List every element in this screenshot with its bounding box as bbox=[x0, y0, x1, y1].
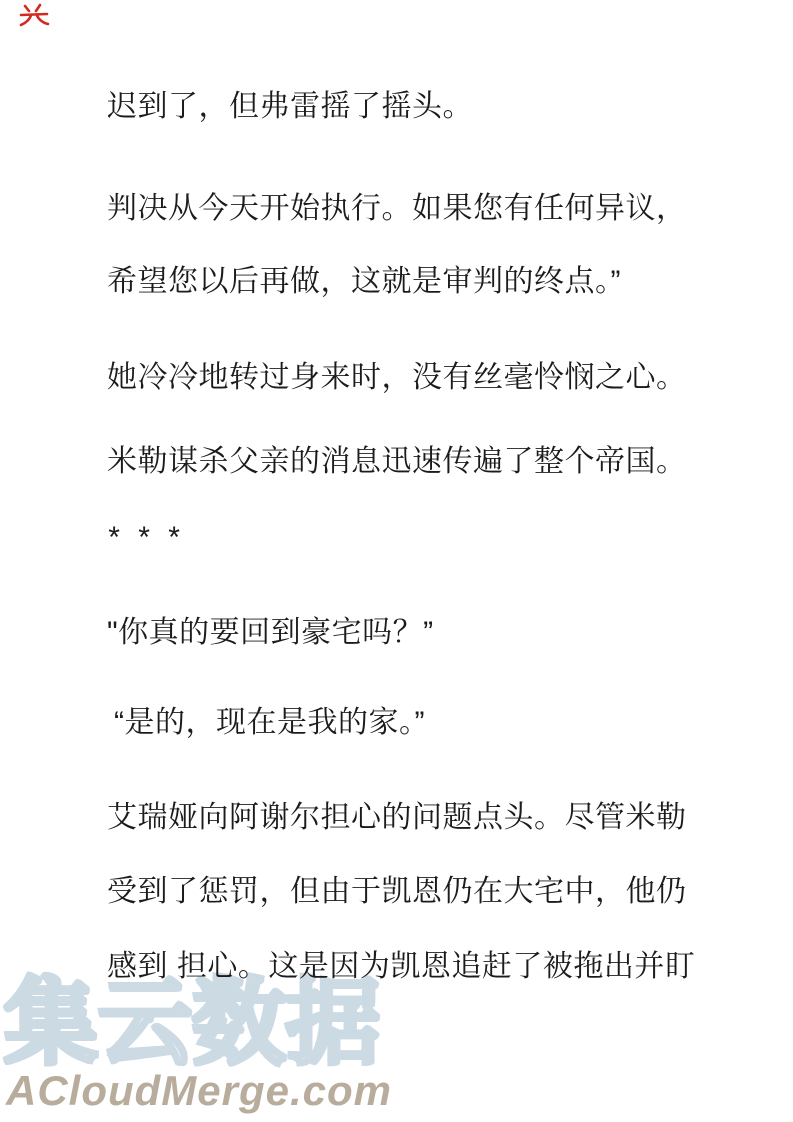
paragraph-line: 艾瑞娅向阿谢尔担心的问题点头。尽管米勒 bbox=[107, 801, 687, 834]
paragraph-line: 希望您以后再做，这就是审判的终点。” bbox=[107, 265, 621, 298]
section-separator: * * * bbox=[107, 521, 184, 554]
paragraph-line: 迟到了，但弗雷摇了摇头。 bbox=[107, 90, 473, 123]
watermark-site-url: ACloudMerge.com bbox=[6, 1067, 393, 1114]
paragraph-line: 她冷冷地转过身来时，没有丝毫怜悯之心。 bbox=[107, 361, 687, 394]
watermark-logo-text: 集云数据 bbox=[4, 970, 381, 1075]
paragraph-line: 判决从今天开始执行。如果您有任何异议， bbox=[107, 192, 687, 225]
paragraph-line: 米勒谋杀父亲的消息迅速传遍了整个帝国。 bbox=[107, 445, 687, 478]
paragraph-line: 感到 担心。这是因为凯恩追赶了被拖出并盯 bbox=[107, 950, 696, 983]
paragraph-line: "你真的要回到豪宅吗？” bbox=[107, 616, 434, 649]
paragraph-line: 受到了惩罚，但由于凯恩仍在大宅中，他仍 bbox=[107, 875, 687, 908]
paragraph-line: “是的，现在是我的家。” bbox=[114, 706, 425, 739]
red-scribble-icon bbox=[18, 2, 50, 28]
